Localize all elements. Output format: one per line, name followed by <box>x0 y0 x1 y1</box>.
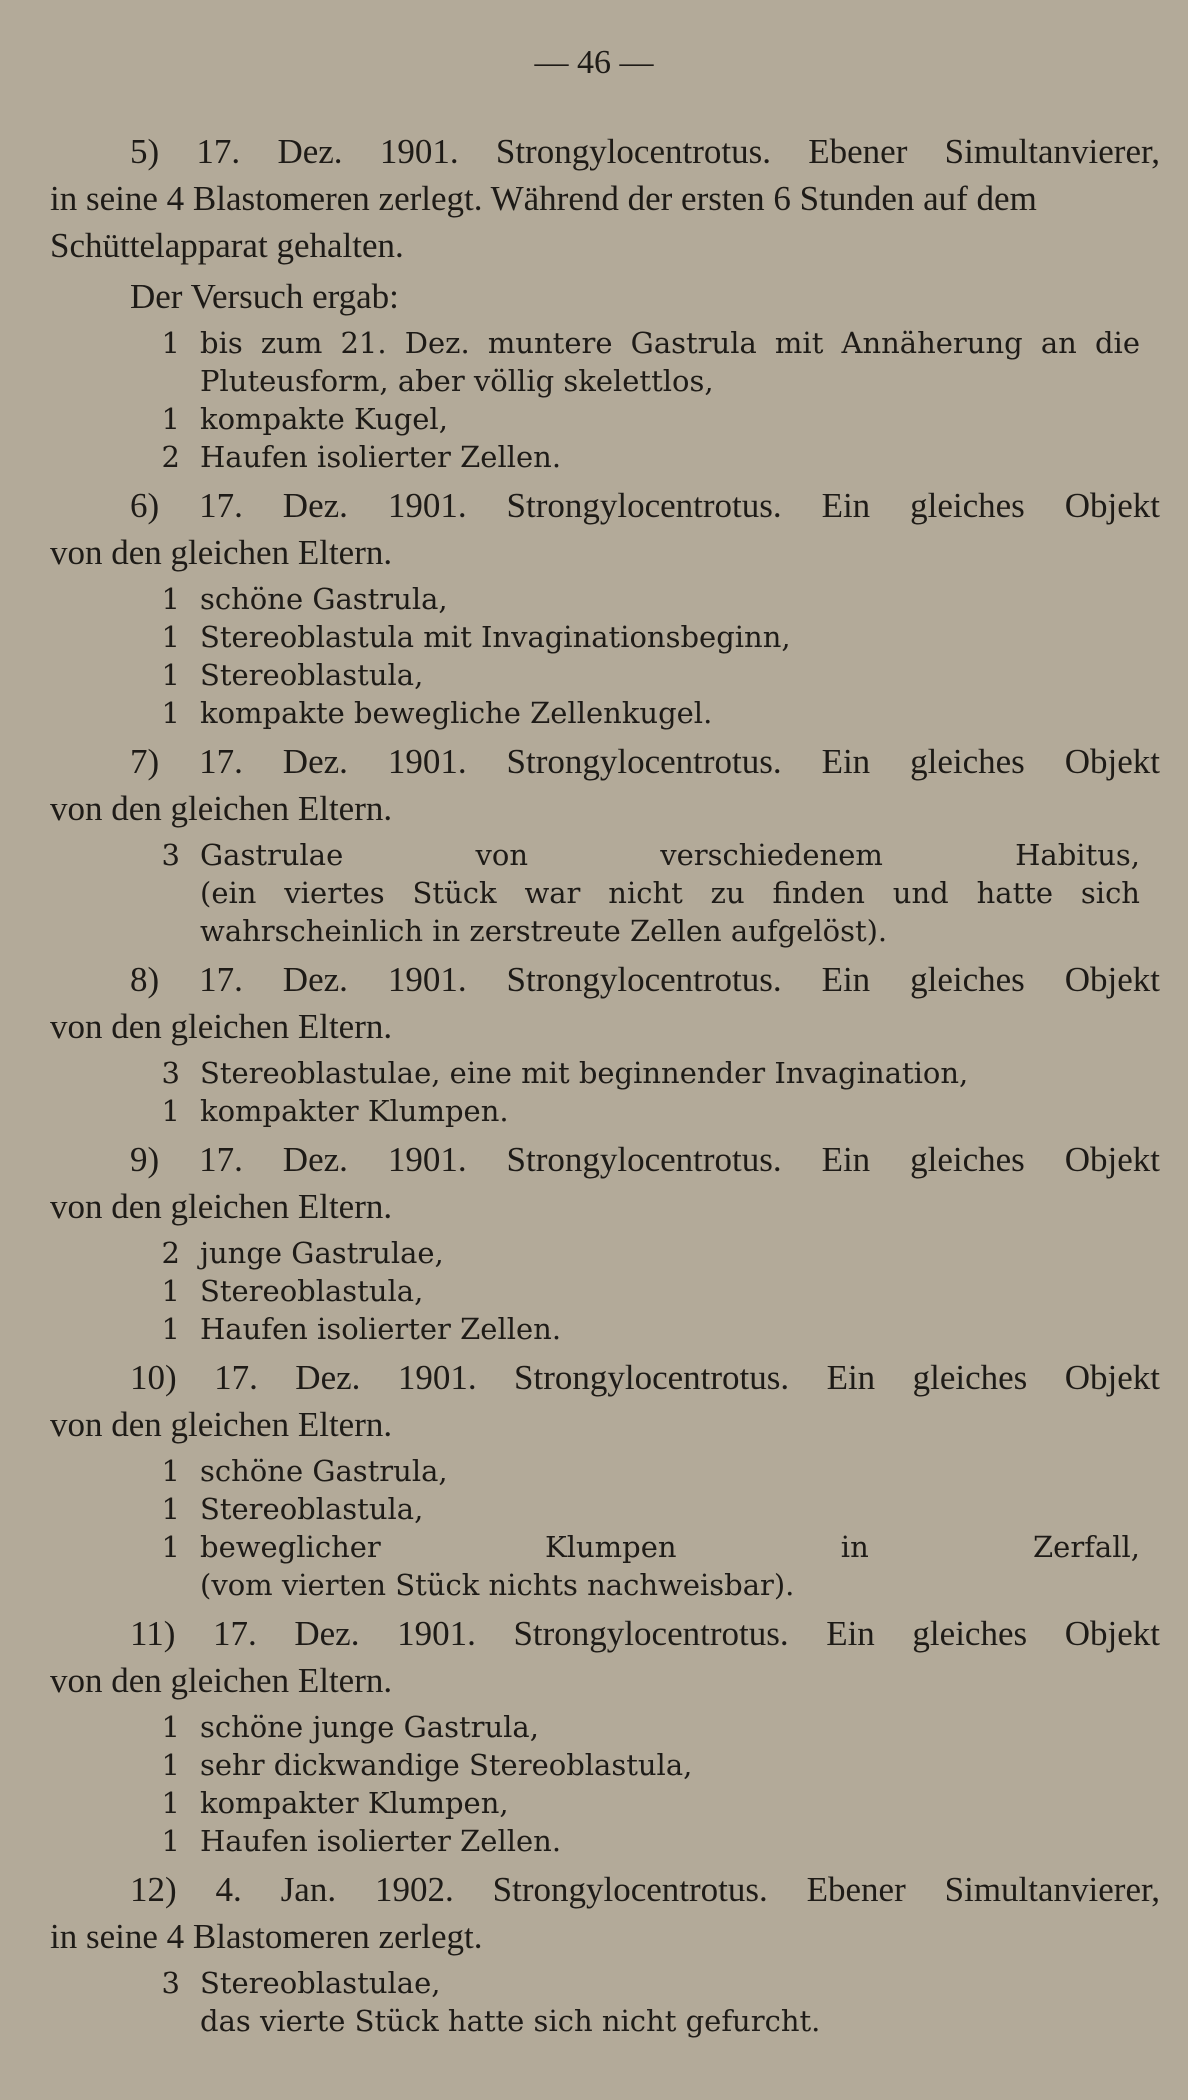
result-text <box>200 1452 1160 1490</box>
result-item <box>50 438 1160 476</box>
result-text <box>200 1822 1160 1860</box>
result-count: 1 <box>161 1492 180 1526</box>
result-text-line: Stereoblastula, <box>200 1274 424 1308</box>
result-item <box>50 656 1160 694</box>
result-text-line: sehr dickwandige Stereoblastula, <box>200 1748 693 1782</box>
entry-list <box>50 128 1160 2046</box>
result-text <box>200 1054 1160 1092</box>
entry-continuation: von den gleichen Eltern. <box>50 1187 393 1226</box>
result-text <box>200 1092 1160 1130</box>
result-item <box>50 1490 1160 1528</box>
result-text <box>200 1490 1160 1528</box>
result-text-line: Stereoblastula mit Invaginationsbeginn, <box>200 620 791 654</box>
result-text-line: Haufen isolierter Zellen. <box>200 1824 562 1858</box>
result-text-line: kompakter Klumpen, <box>200 1786 509 1820</box>
result-text-line: junge Gastrulae, <box>200 1236 444 1270</box>
entry-lead-line: 8) 17. Dez. 1901. Strongylocentrotus. Ein gleiches Objekt <box>130 960 1160 999</box>
result-item <box>50 694 1160 732</box>
entry-continuation: von den gleichen Eltern. <box>50 1405 393 1444</box>
result-text <box>200 1234 1160 1272</box>
result-item <box>50 1452 1160 1490</box>
result-count: 1 <box>161 1748 180 1782</box>
entry-lead-line: 10) 17. Dez. 1901. Strongylocentrotus. Ein gleiches Objekt <box>130 1358 1160 1397</box>
result-count: 3 <box>161 838 180 872</box>
result-item <box>50 836 1160 950</box>
result-text-line: wahrscheinlich in zerstreute Zellen aufgelöst). <box>200 914 888 948</box>
result-text <box>200 836 1160 950</box>
result-text-line: Haufen isolierter Zellen. <box>200 1312 562 1346</box>
result-item <box>50 1234 1160 1272</box>
result-item <box>50 1528 1160 1604</box>
result-heading: Der Versuch ergab: <box>130 277 399 316</box>
result-text <box>200 438 1160 476</box>
result-count: 1 <box>161 1786 180 1820</box>
result-count: 1 <box>161 1530 180 1564</box>
result-list <box>50 1708 1160 1860</box>
result-count: 1 <box>161 1274 180 1308</box>
result-item <box>50 1784 1160 1822</box>
experiment-entry <box>50 738 1160 950</box>
result-item <box>50 1310 1160 1348</box>
result-text <box>200 1784 1160 1822</box>
result-count: 1 <box>161 402 180 436</box>
result-item <box>50 1054 1160 1092</box>
result-text <box>200 1708 1160 1746</box>
entry-continuation: von den gleichen Eltern. <box>50 1661 393 1700</box>
entry-lead-line: 11) 17. Dez. 1901. Strongylocentrotus. Ein gleiches Objekt <box>130 1614 1160 1653</box>
page-number: — 46 — <box>534 44 654 81</box>
result-item <box>50 324 1160 400</box>
result-text-line: kompakter Klumpen. <box>200 1094 509 1128</box>
result-count: 1 <box>161 1710 180 1744</box>
result-count: 1 <box>161 696 180 730</box>
result-text <box>200 324 1160 400</box>
result-text-line: Stereoblastulae, <box>200 1966 441 2000</box>
result-text-line: Haufen isolierter Zellen. <box>200 440 562 474</box>
experiment-entry <box>50 956 1160 1130</box>
result-text-line: Pluteusform, aber völlig skelettlos, <box>200 364 714 398</box>
result-count: 3 <box>161 1966 180 2000</box>
result-text-line: (ein viertes Stück war nicht zu finden und hatte sich <box>200 876 1140 910</box>
result-text-line: bis zum 21. Dez. muntere Gastrula mit Annäherung an die <box>200 326 1140 360</box>
result-text-line: Stereoblastula, <box>200 658 424 692</box>
result-list <box>50 836 1160 950</box>
experiment-entry <box>50 1866 1160 2040</box>
result-list <box>50 1234 1160 1348</box>
result-text-line: Stereoblastulae, eine mit beginnender Invagination, <box>200 1056 969 1090</box>
result-count: 1 <box>161 1824 180 1858</box>
experiment-entry <box>50 1610 1160 1860</box>
result-count: 3 <box>161 1056 180 1090</box>
result-text <box>200 580 1160 618</box>
result-item <box>50 1272 1160 1310</box>
entry-lead-line: 7) 17. Dez. 1901. Strongylocentrotus. Ein gleiches Objekt <box>130 742 1160 781</box>
result-list <box>50 1054 1160 1130</box>
result-text-line: das vierte Stück hatte sich nicht gefurcht. <box>200 2004 821 2038</box>
entry-continuation: von den gleichen Eltern. <box>50 533 393 572</box>
result-item <box>50 1746 1160 1784</box>
result-text-line: Stereoblastula, <box>200 1492 424 1526</box>
entry-lead-line: 9) 17. Dez. 1901. Strongylocentrotus. Ein gleiches Objekt <box>130 1140 1160 1179</box>
entry-lead-line: 12) 4. Jan. 1902. Strongylocentrotus. Ebener Simultanvierer, <box>130 1870 1160 1909</box>
result-item <box>50 1964 1160 2040</box>
result-list <box>50 324 1160 476</box>
result-item <box>50 1092 1160 1130</box>
result-count: 1 <box>161 1312 180 1346</box>
result-text <box>200 1310 1160 1348</box>
result-text <box>200 618 1160 656</box>
experiment-entry <box>50 1136 1160 1348</box>
result-list <box>50 580 1160 732</box>
entry-continuation: in seine 4 Blastomeren zerlegt. <box>50 1917 483 1956</box>
experiment-entry <box>50 1354 1160 1604</box>
result-item <box>50 400 1160 438</box>
result-item <box>50 618 1160 656</box>
result-text-line: Gastrulae von verschiedenem Habitus, <box>200 838 1140 872</box>
result-count: 1 <box>161 1094 180 1128</box>
result-text-line: kompakte Kugel, <box>200 402 448 436</box>
result-text-line: schöne junge Gastrula, <box>200 1710 539 1744</box>
result-list <box>50 1964 1160 2040</box>
experiment-entry <box>50 482 1160 732</box>
result-count: 2 <box>161 440 180 474</box>
result-count: 1 <box>161 620 180 654</box>
result-text-line: (vom vierten Stück nichts nachweisbar). <box>200 1568 795 1602</box>
result-text-line: kompakte bewegliche Zellenkugel. <box>200 696 713 730</box>
result-text <box>200 400 1160 438</box>
result-count: 2 <box>161 1236 180 1270</box>
result-text <box>200 1964 1160 2040</box>
result-text <box>200 1746 1160 1784</box>
result-count: 1 <box>161 582 180 616</box>
result-text-line: beweglicher Klumpen in Zerfall, <box>200 1530 1140 1564</box>
result-text <box>200 1272 1160 1310</box>
result-text <box>200 1528 1160 1604</box>
result-text <box>200 694 1160 732</box>
entry-continuation: von den gleichen Eltern. <box>50 1007 393 1046</box>
result-count: 1 <box>161 326 180 360</box>
result-item <box>50 1822 1160 1860</box>
result-text <box>200 656 1160 694</box>
result-list <box>50 1452 1160 1604</box>
entry-lead-line: 6) 17. Dez. 1901. Strongylocentrotus. Ein gleiches Objekt <box>130 486 1160 525</box>
entry-continuation: von den gleichen Eltern. <box>50 789 393 828</box>
entry-continuation: in seine 4 Blastomeren zerlegt. Während der ersten 6 Stunden auf dem Schüttelapparat gehalten. <box>50 179 1037 265</box>
result-item <box>50 1708 1160 1746</box>
result-item <box>50 580 1160 618</box>
result-text-line: schöne Gastrula, <box>200 582 448 616</box>
result-count: 1 <box>161 1454 180 1488</box>
result-text-line: schöne Gastrula, <box>200 1454 448 1488</box>
entry-lead-line: 5) 17. Dez. 1901. Strongylocentrotus. Ebener Simultanvierer, <box>130 132 1160 171</box>
result-count: 1 <box>161 658 180 692</box>
experiment-entry <box>50 128 1160 476</box>
